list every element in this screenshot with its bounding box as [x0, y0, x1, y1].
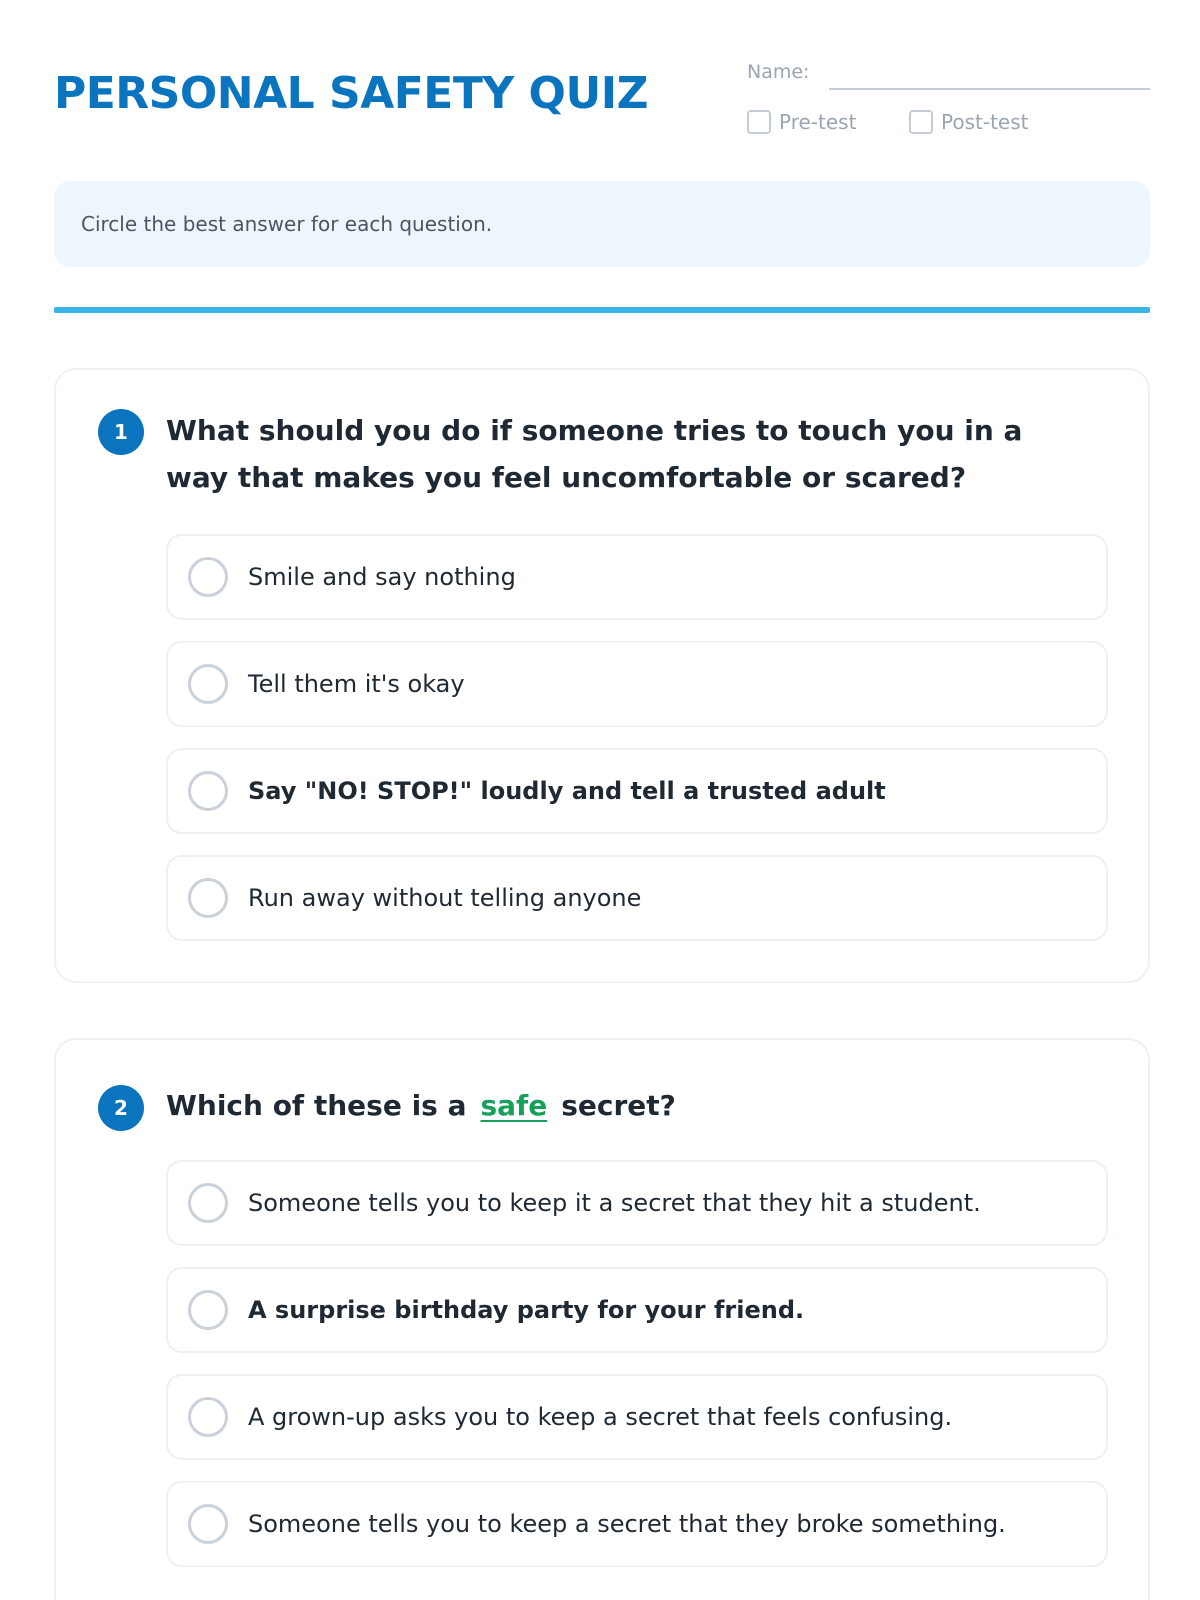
answer-label: Run away without telling anyone	[248, 884, 642, 912]
question-card-2	[54, 1038, 1150, 1600]
radio-button[interactable]	[188, 1397, 228, 1437]
answer-option[interactable]	[166, 1481, 1108, 1567]
answer-label: Say "NO! STOP!" loudly and tell a trusted adult	[248, 777, 886, 805]
answer-label: Someone tells you to keep a secret that they broke something.	[248, 1510, 1006, 1538]
quiz-title: PERSONAL SAFETY QUIZ	[54, 68, 648, 119]
instructions-text: Circle the best answer for each question.	[81, 212, 493, 236]
student-info	[747, 50, 1150, 150]
answer-option[interactable]	[166, 641, 1108, 727]
answer-option[interactable]	[166, 1374, 1108, 1460]
answer-label: Smile and say nothing	[248, 563, 516, 591]
answer-option[interactable]	[166, 855, 1108, 941]
answer-label: Someone tells you to keep it a secret that they hit a student.	[248, 1189, 981, 1217]
radio-button[interactable]	[188, 1183, 228, 1223]
radio-button[interactable]	[188, 771, 228, 811]
section-divider	[54, 307, 1150, 313]
quiz-header	[54, 50, 1150, 150]
question-number-badge: 2	[98, 1085, 144, 1131]
posttest-checkbox-box[interactable]	[909, 110, 933, 134]
answer-option[interactable]	[166, 1160, 1108, 1246]
radio-button[interactable]	[188, 878, 228, 918]
pretest-label: Pre-test	[779, 110, 857, 134]
instructions-banner	[54, 181, 1150, 267]
question-card-1	[54, 368, 1150, 983]
answer-option[interactable]	[166, 1267, 1108, 1353]
radio-button[interactable]	[188, 1504, 228, 1544]
posttest-label: Post-test	[941, 110, 1029, 134]
radio-button[interactable]	[188, 557, 228, 597]
safe-highlight: safe	[480, 1089, 548, 1122]
pretest-checkbox-box[interactable]	[747, 110, 771, 134]
question-number-badge: 1	[98, 409, 144, 455]
question-text	[166, 1082, 1066, 1129]
radio-button[interactable]	[188, 664, 228, 704]
answer-option[interactable]	[166, 534, 1108, 620]
answer-label: A grown-up asks you to keep a secret that feels confusing.	[248, 1403, 953, 1431]
radio-button[interactable]	[188, 1290, 228, 1330]
answer-label: A surprise birthday party for your friend.	[248, 1296, 805, 1324]
posttest-checkbox[interactable]	[909, 110, 1028, 134]
answer-option[interactable]	[166, 748, 1108, 834]
question-text-start: Which of these is a	[166, 1089, 467, 1122]
answer-label: Tell them it's okay	[248, 670, 465, 698]
question-text: What should you do if someone tries to touch you in a way that makes you feel uncomfortable or scared?	[166, 414, 1023, 494]
question-text-end: secret?	[561, 1089, 676, 1122]
name-field[interactable]	[829, 88, 1150, 90]
pretest-checkbox[interactable]	[747, 110, 856, 134]
name-label: Name:	[747, 61, 810, 83]
